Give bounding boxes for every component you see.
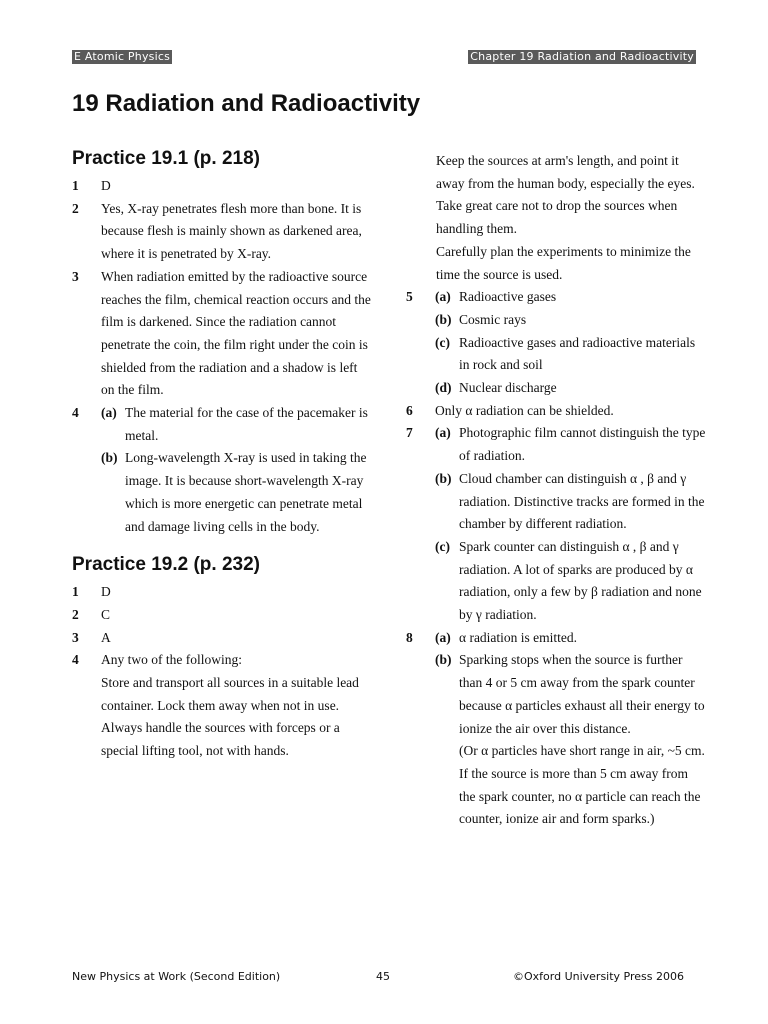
item-number: 3 bbox=[72, 629, 79, 645]
answer-text: C bbox=[101, 606, 111, 622]
sub-answer bbox=[435, 468, 706, 536]
answer-point: Carefully plan the experiments to minimize the time the source is used. bbox=[436, 243, 691, 282]
answer-item bbox=[72, 198, 372, 266]
answer-intro: Any two of the following: bbox=[101, 652, 242, 668]
section-heading-19-2: Practice 19.2 (p. 232) bbox=[72, 554, 260, 576]
sub-answer bbox=[101, 402, 372, 447]
answer-continuation bbox=[406, 150, 706, 286]
section-heading-19-1: Practice 19.1 (p. 218) bbox=[72, 148, 260, 169]
sub-note: (Or α particles have short range in air, ~5 cm. If the source is more than 5 cm away from the spark counter, no α particle can reach the counter, ionize air and form sparks.) bbox=[459, 743, 705, 827]
answer-item bbox=[72, 649, 372, 763]
answer-parts bbox=[435, 422, 706, 626]
item-number: 2 bbox=[72, 200, 79, 216]
sub-text: Radioactive gases and radioactive materials in rock and soil bbox=[459, 334, 696, 373]
sub-label: (a) bbox=[435, 629, 451, 645]
sub-label: (b) bbox=[101, 450, 118, 466]
sub-answer bbox=[435, 649, 706, 831]
answer-item bbox=[72, 402, 372, 538]
answer-text: Yes, X-ray penetrates flesh more than bone. It is because flesh is mainly shown as darkened area, where it is penetrated by X-ray. bbox=[101, 200, 362, 262]
answer-item bbox=[406, 286, 706, 400]
answer-item bbox=[72, 581, 372, 604]
sub-label: (a) bbox=[435, 425, 451, 441]
sub-label: (a) bbox=[101, 405, 117, 421]
item-number: 5 bbox=[406, 289, 413, 305]
item-number: 1 bbox=[72, 584, 79, 600]
answer-point: Always handle the sources with forceps or a special lifting tool, not with hands. bbox=[101, 720, 340, 759]
answer-item bbox=[406, 400, 706, 423]
answer-point: Take great care not to drop the sources when handling them. bbox=[436, 198, 678, 237]
answer-point: Store and transport all sources in a suitable lead container. Lock them away when not in use. bbox=[101, 675, 359, 713]
page-number: 45 bbox=[376, 970, 390, 983]
sub-answer bbox=[435, 422, 706, 467]
answer-parts bbox=[435, 286, 706, 400]
sub-answer bbox=[435, 286, 706, 309]
sub-label: (b) bbox=[435, 311, 452, 327]
sub-text: Nuclear discharge bbox=[459, 380, 557, 396]
header-chapter: Chapter 19 Radiation and Radioactivity bbox=[470, 50, 694, 63]
item-number: 1 bbox=[72, 178, 79, 193]
footer-copyright: ©Oxford University Press 2006 bbox=[512, 970, 684, 983]
answer-text: D bbox=[101, 584, 111, 600]
answer-parts bbox=[435, 627, 706, 831]
sub-text: Photographic film cannot distinguish the type of radiation. bbox=[459, 425, 706, 464]
sub-text: Cosmic rays bbox=[459, 311, 527, 327]
answer-parts bbox=[101, 649, 372, 763]
footer-book-title: New Physics at Work (Second Edition) bbox=[72, 970, 281, 983]
sub-text: Spark counter can distinguish α , β and γ radiation. A lot of sparks are produced by α radiation, only a few by β radiation and none by γ radiation. bbox=[459, 538, 702, 623]
sub-answer bbox=[101, 447, 372, 538]
item-number: 8 bbox=[406, 629, 413, 645]
sub-answer bbox=[435, 377, 706, 400]
sub-label: (a) bbox=[435, 289, 451, 305]
sub-answer bbox=[435, 309, 706, 332]
answer-point: Keep the sources at arm's length, and point it away from the human body, especially the eyes. bbox=[436, 153, 695, 191]
sub-text: The material for the case of the pacemaker is metal. bbox=[125, 405, 368, 443]
answer-item bbox=[406, 627, 706, 831]
sub-label: (c) bbox=[435, 538, 450, 554]
answer-text: D bbox=[101, 178, 111, 193]
item-number: 2 bbox=[72, 606, 79, 622]
answer-item bbox=[72, 175, 372, 198]
sub-answer bbox=[435, 536, 706, 627]
sub-text: Sparking stops when the source is further than 4 or 5 cm away from the spark counter because α particles exhaust all their energy to ionize the air over this distance. bbox=[459, 652, 705, 736]
sub-text: Cloud chamber can distinguish α , β and γ radiation. Distinctive tracks are formed in the chamber by different radiation. bbox=[459, 470, 705, 532]
item-number: 4 bbox=[72, 405, 79, 421]
sub-label: (b) bbox=[435, 470, 452, 486]
sub-label: (c) bbox=[435, 334, 450, 350]
sub-answer-body bbox=[459, 649, 706, 831]
sub-text: Long-wavelength X-ray is used in taking the image. It is because short-wavelength X-ray which is more energetic can penetrate metal and damage living cells in the body. bbox=[125, 450, 367, 534]
item-number: 7 bbox=[406, 425, 413, 441]
answer-item bbox=[406, 422, 706, 626]
answer-parts bbox=[101, 402, 372, 538]
answer-text: When radiation emitted by the radioactive source reaches the film, chemical reaction occurs and the film is darkened. Since the radiation cannot penetrate the coin, the film right under the coin is shielded from the radiation and a shadow is left on the film. bbox=[101, 268, 371, 398]
answer-item bbox=[72, 266, 372, 402]
item-number: 3 bbox=[72, 268, 79, 284]
answer-item bbox=[72, 604, 372, 627]
right-column bbox=[406, 150, 706, 831]
answer-text: A bbox=[101, 629, 111, 645]
sub-text: Radioactive gases bbox=[459, 289, 557, 305]
sub-answer bbox=[435, 332, 706, 377]
item-number: 6 bbox=[406, 402, 413, 418]
sub-answer bbox=[435, 627, 706, 650]
answer-item bbox=[72, 627, 372, 650]
sub-text: α radiation is emitted. bbox=[459, 629, 578, 645]
sub-label: (d) bbox=[435, 380, 452, 396]
header-subject: E Atomic Physics bbox=[74, 50, 171, 63]
item-number: 4 bbox=[72, 652, 79, 668]
page-title: 19 Radiation and Radioactivity bbox=[72, 90, 421, 117]
left-column bbox=[72, 146, 372, 763]
sub-label: (b) bbox=[435, 652, 452, 668]
answer-text: Only α radiation can be shielded. bbox=[435, 402, 614, 418]
